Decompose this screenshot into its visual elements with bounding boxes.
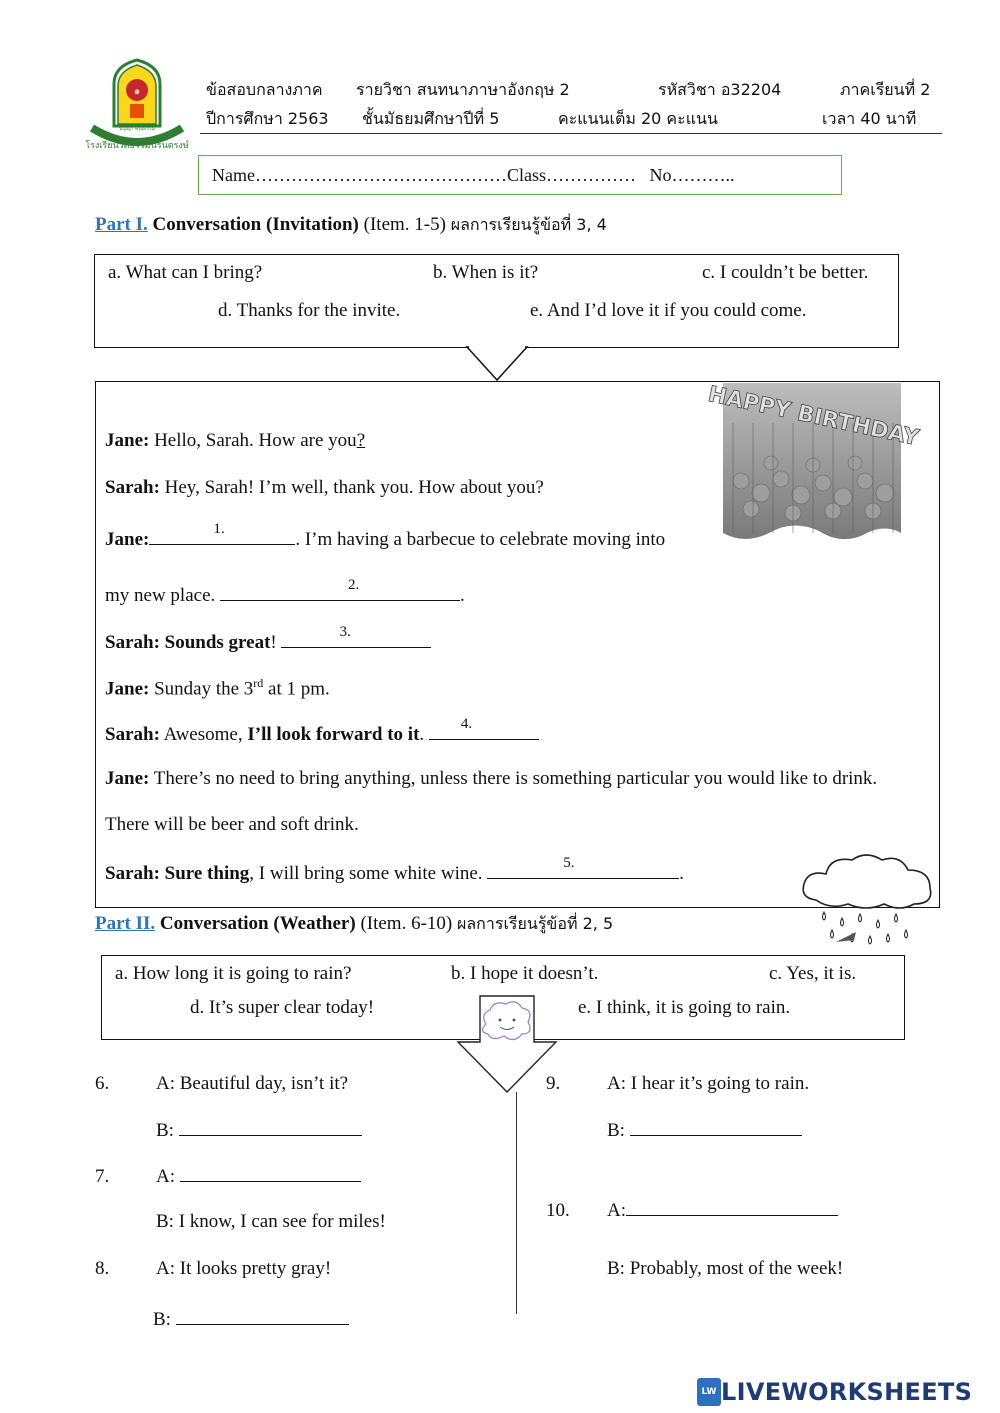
blank-number: 1.: [213, 521, 225, 537]
q9-b-label: B:: [607, 1120, 630, 1141]
part2-title: [95, 912, 613, 937]
birthday-banner-text: HAPPY BIRTHDAY: [705, 382, 921, 452]
dialogue-line-1: [105, 430, 365, 452]
blank-number: 2.: [348, 577, 360, 593]
lw-badge: LW: [697, 1378, 721, 1406]
q6-b: [156, 1120, 362, 1142]
part2-outcome: ผลการเรียนรู้ข้อที่ 2, 5: [457, 914, 614, 933]
dialogue-line-5: [105, 624, 431, 654]
cloud-arrow-icon: [456, 994, 561, 1094]
q6-a: A: Beautiful day, isn’t it?: [156, 1073, 349, 1094]
birthday-image: [705, 382, 921, 545]
school-logo: [84, 56, 190, 152]
part2-option-a: a. How long it is going to rain?: [115, 963, 352, 984]
grade-level: ชั้นมัธยมศึกษาปีที่ 5: [362, 109, 500, 128]
q10-a: [607, 1200, 838, 1222]
speaker-sarah: Sarah:: [105, 477, 160, 498]
speaker-jane: Jane:: [105, 529, 150, 550]
line-text: !: [270, 632, 282, 653]
speaker-sarah: Sarah:: [105, 724, 160, 745]
q10-answer-blank[interactable]: [626, 1200, 838, 1216]
part1-option-e: e. And I’d love it if you could come.: [530, 300, 807, 321]
speaker-jane: Jane:: [105, 430, 150, 451]
logo-text: โรงเรียนวัดธรรมนิรันตรงษ์: [85, 141, 189, 151]
line-text: Hey, Sarah! I’m well, thank you. How about you?: [159, 477, 544, 498]
line-text: Sunday the 3: [149, 678, 254, 700]
line-question-mark: ?: [356, 430, 366, 451]
line-text: . I’m having a barbecue to celebrate moving into: [295, 529, 666, 550]
exam-title: ข้อสอบกลางภาค: [206, 80, 323, 99]
blank-5[interactable]: [487, 855, 679, 879]
dialogue-line-3: [105, 521, 666, 551]
column-divider: [516, 1092, 517, 1314]
line-text: .: [419, 724, 429, 745]
academic-year: ปีการศึกษา 2563: [206, 109, 329, 128]
line-text: my new place.: [105, 585, 221, 606]
dialogue-line-7: [105, 716, 539, 746]
part2-option-e: e. I think, it is going to rain.: [578, 997, 791, 1018]
q8-a: A: It looks pretty gray!: [156, 1258, 332, 1279]
line-text: .: [679, 863, 685, 884]
line-bold-text: I’ll look forward to it: [247, 724, 420, 745]
blank-3[interactable]: [281, 624, 431, 648]
blank-4[interactable]: [429, 716, 539, 740]
part2-option-c: c. Yes, it is.: [769, 963, 857, 984]
part2-heading: Conversation (Weather): [155, 913, 356, 934]
q10-a-label: A:: [607, 1200, 626, 1221]
dialogue-line-8: [105, 768, 877, 790]
q6-number: 6.: [95, 1073, 110, 1094]
q7-answer-blank[interactable]: [180, 1166, 361, 1182]
svg-text:๑: ๑: [133, 86, 141, 97]
q7-a-label: A:: [156, 1166, 180, 1187]
part1-option-d: d. Thanks for the invite.: [218, 300, 401, 321]
part1-option-c: c. I couldn’t be better.: [702, 262, 869, 283]
subject: รายวิชา สนทนาภาษาอังกฤษ 2: [356, 80, 570, 99]
rain-cloud-icon: [796, 850, 938, 950]
line-text: There will be beer and soft drink.: [105, 814, 359, 835]
q9-number: 9.: [546, 1073, 561, 1094]
blank-1[interactable]: [149, 521, 295, 545]
subject-code: รหัสวิชา อ32204: [658, 80, 782, 99]
q6-b-label: B:: [156, 1120, 179, 1141]
logo-motto: ปัญญา คุณธรรม: [119, 126, 155, 132]
line-text: , I will bring some white wine.: [249, 863, 488, 884]
q9-answer-blank[interactable]: [630, 1120, 802, 1136]
q7-a: [156, 1166, 361, 1188]
name-class-box[interactable]: [198, 155, 842, 195]
brand-name: LIVEWORKSHEETS: [721, 1378, 973, 1406]
part1-label: Part I.: [95, 214, 148, 235]
q7-b: B: I know, I can see for miles!: [156, 1211, 386, 1232]
q10-number: 10.: [546, 1200, 570, 1221]
blank-number: 4.: [460, 716, 473, 732]
dialogue-line-4: my new place. 2. .: [105, 577, 465, 606]
part2-items: (Item. 6-10): [355, 913, 457, 934]
speaker-sarah: Sarah: Sounds great: [105, 632, 271, 653]
total-score: คะแนนเต็ม 20 คะแนน: [558, 109, 718, 128]
line-text: There’s no need to bring anything, unless there is something particular you would like to drink.: [149, 768, 878, 789]
part1-option-b: b. When is it?: [433, 262, 539, 283]
header-divider: [200, 133, 942, 134]
q10-b: B: Probably, most of the week!: [607, 1258, 844, 1279]
q8-answer-blank[interactable]: [176, 1309, 349, 1325]
exam-time: เวลา 40 นาที: [822, 109, 917, 128]
q6-answer-blank[interactable]: [179, 1120, 362, 1136]
q9-a: A: I hear it’s going to rain.: [607, 1073, 810, 1094]
liveworksheets-logo[interactable]: [697, 1378, 972, 1410]
line-text: Awesome,: [159, 724, 248, 745]
dialogue-line-9: [105, 814, 359, 836]
name-class-line: Name……………………………………Class…………… No………..: [212, 165, 735, 185]
q7-number: 7.: [95, 1166, 110, 1187]
part2-label: Part II.: [95, 913, 156, 934]
blank-number: 5.: [563, 855, 575, 871]
part2-option-d: d. It’s super clear today!: [190, 997, 375, 1018]
part2-option-b: b. I hope it doesn’t.: [451, 963, 599, 984]
part1-heading: Conversation (Invitation): [147, 214, 359, 235]
line-text: at 1 pm.: [263, 678, 330, 700]
part1-option-a: a. What can I bring?: [108, 262, 263, 283]
dialogue-line-10: [105, 855, 685, 885]
q8-b-label: B:: [153, 1309, 176, 1330]
blank-number: 3.: [339, 624, 351, 640]
q8-number: 8.: [95, 1258, 110, 1279]
q8-b: [153, 1309, 349, 1331]
speaker-sarah: Sarah: Sure thing: [105, 863, 250, 884]
q9-b: [607, 1120, 802, 1142]
part1-outcome: ผลการเรียนรู้ข้อที่ 3, 4: [450, 215, 607, 234]
part1-title: [95, 213, 607, 238]
speaker-jane: Jane:: [105, 768, 150, 789]
line-text: Hello, Sarah. How are you: [149, 430, 357, 451]
speech-pointer: [465, 346, 529, 382]
semester: ภาคเรียนที่ 2: [840, 80, 931, 99]
ordinal-suffix: rd: [253, 676, 264, 690]
dialogue-line-6: [105, 676, 330, 700]
dialogue-line-2: [105, 477, 544, 499]
part1-items: (Item. 1-5): [358, 214, 451, 235]
speaker-jane: Jane:: [105, 678, 150, 700]
